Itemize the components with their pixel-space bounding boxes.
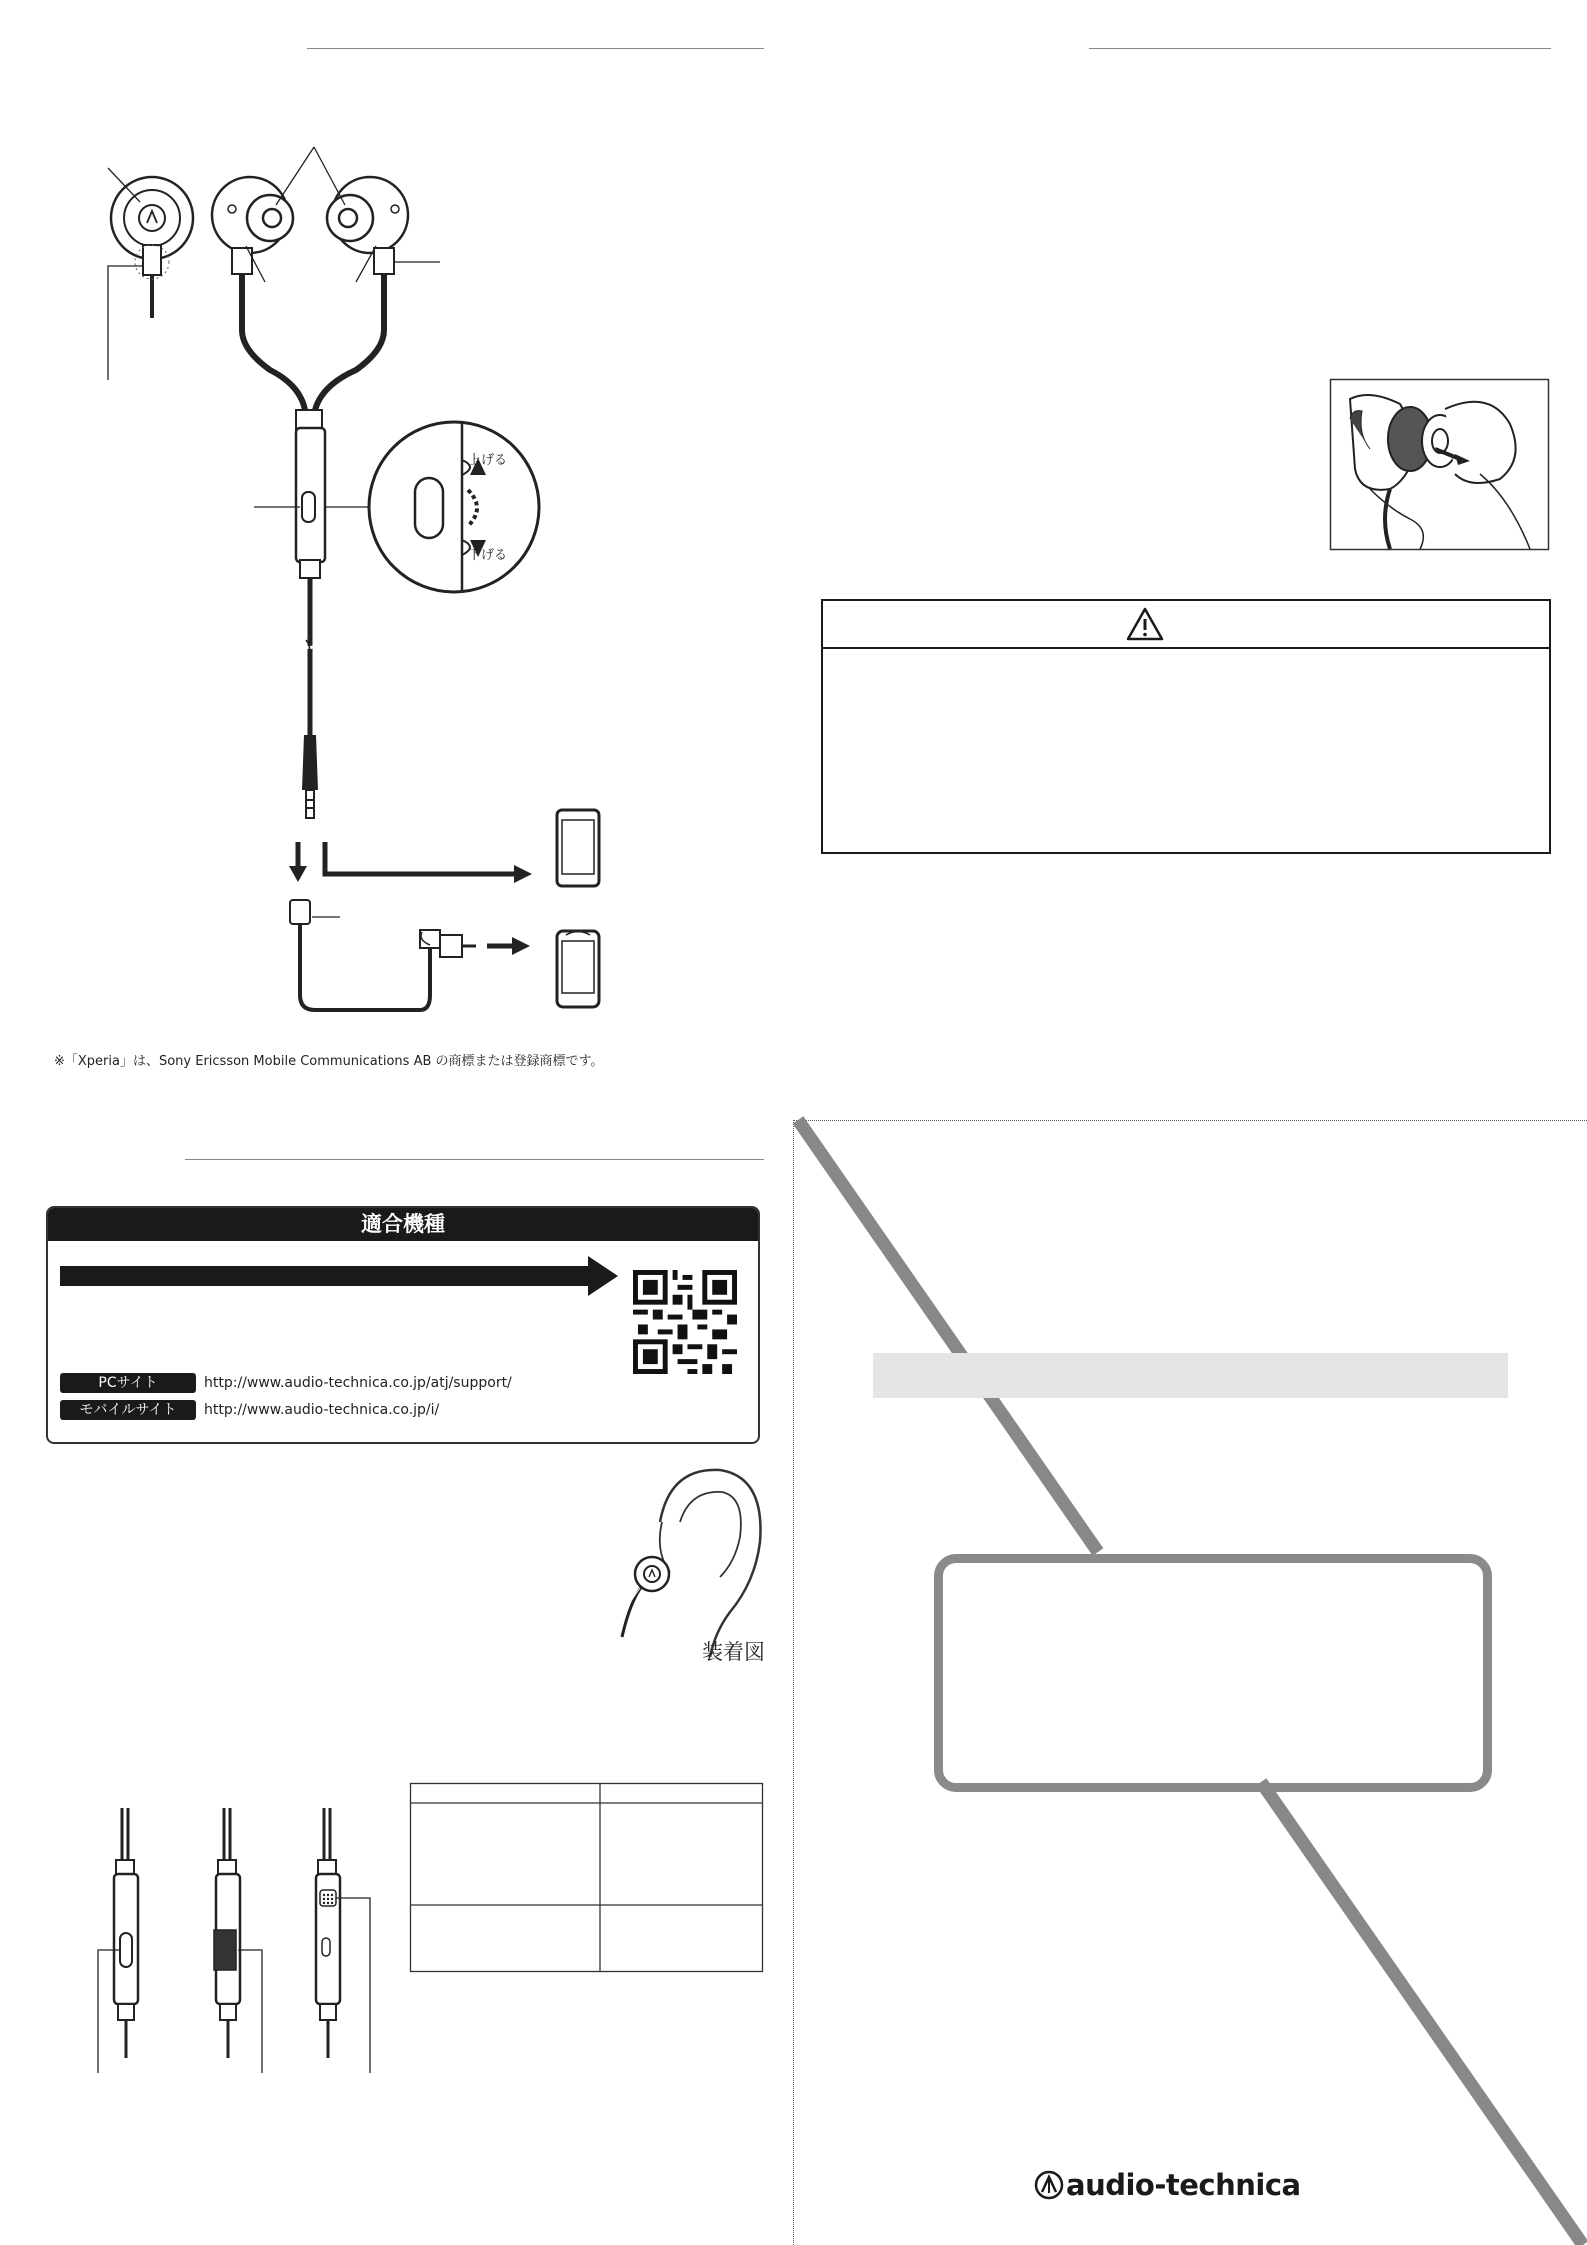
remote-side-view-icon xyxy=(214,1808,240,2058)
pc-site-label: PCサイト xyxy=(60,1373,196,1393)
audio-technica-logo-icon xyxy=(1034,2170,1064,2200)
caution-box-divider xyxy=(823,647,1549,649)
mobile-site-url[interactable]: http://www.audio-technica.co.jp/i/ xyxy=(204,1402,440,1418)
xperia-phone-icon xyxy=(557,931,599,1007)
volume-down-label: 下げる xyxy=(468,548,508,563)
right-earbud-front-icon xyxy=(327,177,408,274)
remote-controller-icon xyxy=(296,410,325,578)
trademark-note: ※「Xperia」は、Sony Ericsson Mobile Communications AB の商標または登録商標です。 xyxy=(54,1054,604,1069)
caution-box xyxy=(821,599,1551,854)
top-right-header-rule xyxy=(1089,48,1551,49)
smartphone-icon xyxy=(557,810,599,886)
wearing-diagram-label: 装着図 xyxy=(702,1640,765,1664)
pc-site-url[interactable]: http://www.audio-technica.co.jp/atj/support/ xyxy=(204,1375,512,1391)
remote-views-illustration xyxy=(90,1808,390,2073)
cover-title-band xyxy=(873,1353,1508,1398)
compat-arrow-banner xyxy=(60,1256,620,1298)
brand-name: audio-technica xyxy=(1066,2168,1301,2202)
compat-title: 適合機種 xyxy=(48,1208,758,1241)
remote-back-view-icon xyxy=(316,1808,340,2058)
bottom-left-header-rule xyxy=(185,1159,764,1160)
cover-product-frame xyxy=(934,1554,1492,1792)
eartip-fitting-illustration xyxy=(1330,379,1549,551)
remote-front-view-icon xyxy=(114,1808,138,2058)
qr-code-icon xyxy=(633,1270,737,1374)
plug-icon xyxy=(302,735,318,818)
earphone-diagram xyxy=(0,0,800,1060)
mobile-site-label: モバイルサイト xyxy=(60,1400,196,1420)
warning-triangle-icon xyxy=(1125,606,1165,642)
brand-logo xyxy=(1066,2168,1301,2202)
volume-control-magnifier-icon xyxy=(369,422,539,592)
compatible-models-box xyxy=(46,1206,760,1444)
left-earbud-back-icon xyxy=(111,177,193,318)
volume-up-label: 上げる xyxy=(468,453,508,468)
function-table xyxy=(410,1783,763,1972)
